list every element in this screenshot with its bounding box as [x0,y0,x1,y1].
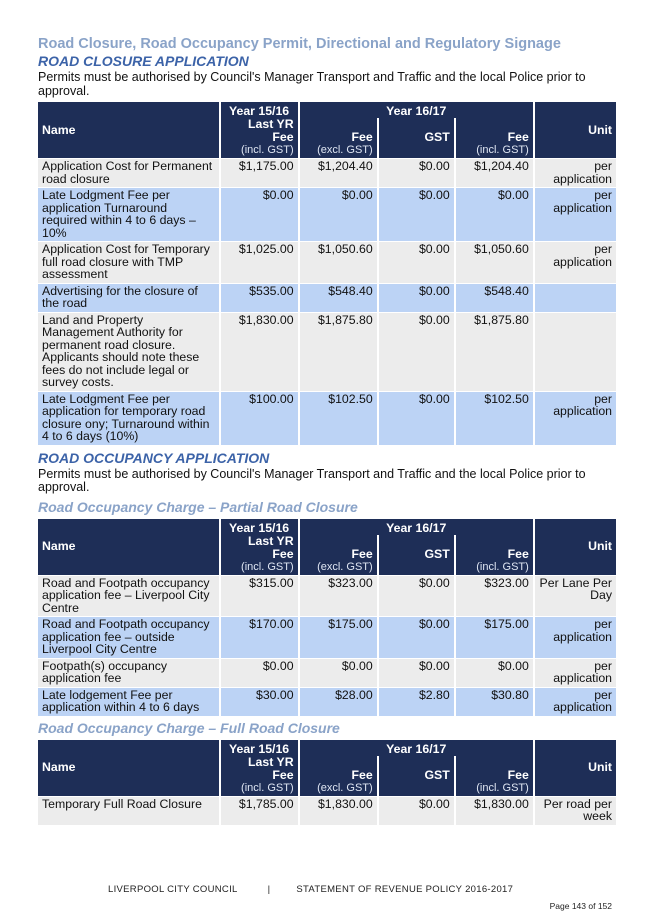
table-row [38,187,616,241]
cell-gst: $0.00 [379,241,454,283]
page-title: Road Closure, Road Occupancy Permit, Directional and Regulatory Signage [38,36,561,52]
cell-name: Road and Footpath occupancy application fee – outside Liverpool City Centre [38,616,219,658]
cell-unit: per application [535,658,616,687]
subsection-partial-closure: Road Occupancy Charge – Partial Road Closure [38,498,358,515]
cell-last-year-fee: $1,830.00 [221,312,298,391]
cell-name: Temporary Full Road Closure [38,796,219,825]
section-title-road-closure: ROAD CLOSURE APPLICATION [38,53,249,69]
table-header [38,740,616,796]
cell-fee-excl-gst: $102.50 [300,391,377,445]
section-title-road-occupancy: ROAD OCCUPANCY APPLICATION [38,449,270,466]
cell-unit [535,312,616,391]
col-fee-excl: Fee (excl. GST) [300,118,377,158]
cell-fee-excl-gst: $1,050.60 [300,241,377,283]
cell-name: Application Cost for Permanent road closure [38,158,219,187]
cell-last-year-fee: $1,785.00 [221,796,298,825]
page-number: Page 143 of 152 [549,901,612,911]
col-name: Name [38,740,219,796]
col-fee-incl: Fee (incl. GST) [456,118,533,158]
cell-last-year-fee: $315.00 [221,575,298,617]
table-header [38,102,616,158]
table-header [38,519,616,575]
road-closure-table [36,102,618,445]
cell-fee-incl-gst: $30.80 [456,687,533,716]
col-fee-incl: Fee (incl. GST) [456,756,533,796]
cell-gst: $0.00 [379,187,454,241]
table-row [38,391,616,445]
cell-unit: per application [535,391,616,445]
cell-name: Footpath(s) occupancy application fee [38,658,219,687]
full-closure-table [36,740,618,825]
cell-last-year-fee: $30.00 [221,687,298,716]
col-unit: Unit [535,519,616,575]
cell-fee-incl-gst: $0.00 [456,658,533,687]
cell-fee-excl-gst: $175.00 [300,616,377,658]
cell-gst: $0.00 [379,658,454,687]
cell-fee-excl-gst: $0.00 [300,187,377,241]
col-fee-excl: Fee (excl. GST) [300,535,377,575]
footer-separator: | [267,884,271,895]
road-occupancy-note: Permits must be authorised by Council's Manager Transport and Traffic and the local Police prior to approval. [38,466,586,494]
cell-unit: per application [535,158,616,187]
col-gst: GST [379,118,454,158]
cell-unit: per application [535,616,616,658]
col-year1: Year 15/16 [221,740,298,756]
partial-closure-table [36,519,618,716]
cell-name: Land and Property Management Authority for permanent road closure. Applicants should note these fees do not include legal or survey costs. [38,312,219,391]
col-year2: Year 16/17 [300,102,533,118]
cell-fee-incl-gst: $175.00 [456,616,533,658]
col-fee-incl: Fee (incl. GST) [456,535,533,575]
cell-last-year-fee: $535.00 [221,283,298,312]
cell-unit: per application [535,687,616,716]
road-closure-note: Permits must be authorised by Council's Manager Transport and Traffic and the local Police prior to approval. [38,70,586,98]
cell-unit: Per Lane Per Day [535,575,616,617]
table-row [38,687,616,716]
cell-gst: $0.00 [379,283,454,312]
cell-fee-incl-gst: $1,875.80 [456,312,533,391]
cell-gst: $0.00 [379,575,454,617]
col-last-fee: Last YR Fee (incl. GST) [221,756,298,796]
table-row [38,158,616,187]
cell-fee-excl-gst: $1,875.80 [300,312,377,391]
cell-gst: $0.00 [379,796,454,825]
cell-fee-excl-gst: $323.00 [300,575,377,617]
col-year2: Year 16/17 [300,519,533,535]
cell-fee-excl-gst: $28.00 [300,687,377,716]
col-year2: Year 16/17 [300,740,533,756]
cell-name: Late Lodgment Fee per application Turnaround required within 4 to 6 days – 10% [38,187,219,241]
table-row [38,616,616,658]
table-row [38,796,616,825]
col-last-fee: Last YR Fee (incl. GST) [221,535,298,575]
col-unit: Unit [535,102,616,158]
table-row [38,283,616,312]
cell-fee-incl-gst: $102.50 [456,391,533,445]
cell-fee-incl-gst: $1,050.60 [456,241,533,283]
cell-fee-incl-gst: $1,204.40 [456,158,533,187]
col-unit: Unit [535,740,616,796]
document-page [38,36,616,825]
cell-last-year-fee: $100.00 [221,391,298,445]
cell-name: Late Lodgment Fee per application for temporary road closure ony; Turnaround within 4 to 6 days (10%) [38,391,219,445]
col-name: Name [38,102,219,158]
cell-fee-excl-gst: $548.40 [300,283,377,312]
cell-gst: $0.00 [379,312,454,391]
cell-last-year-fee: $1,175.00 [221,158,298,187]
cell-unit: per application [535,187,616,241]
cell-unit [535,283,616,312]
table-row [38,312,616,391]
cell-last-year-fee: $0.00 [221,658,298,687]
cell-last-year-fee: $0.00 [221,187,298,241]
cell-gst: $0.00 [379,391,454,445]
col-last-fee: Last YR Fee (incl. GST) [221,118,298,158]
col-year1: Year 15/16 [221,519,298,535]
cell-gst: $0.00 [379,616,454,658]
cell-fee-excl-gst: $1,204.40 [300,158,377,187]
col-year1: Year 15/16 [221,102,298,118]
footer-statement: STATEMENT OF REVENUE POLICY 2016-2017 [296,884,514,895]
cell-fee-excl-gst: $0.00 [300,658,377,687]
col-name: Name [38,519,219,575]
col-fee-excl: Fee (excl. GST) [300,756,377,796]
cell-gst: $0.00 [379,158,454,187]
cell-fee-incl-gst: $0.00 [456,187,533,241]
cell-fee-incl-gst: $323.00 [456,575,533,617]
cell-last-year-fee: $1,025.00 [221,241,298,283]
cell-fee-incl-gst: $1,830.00 [456,796,533,825]
footer-council: LIVERPOOL CITY COUNCIL [108,884,238,895]
cell-name: Road and Footpath occupancy application fee – Liverpool City Centre [38,575,219,617]
col-gst: GST [379,535,454,575]
cell-fee-incl-gst: $548.40 [456,283,533,312]
cell-unit: per application [535,241,616,283]
cell-fee-excl-gst: $1,830.00 [300,796,377,825]
page-footer [108,884,513,895]
table-row [38,241,616,283]
cell-name: Late lodgement Fee per application within 4 to 6 days [38,687,219,716]
table-row [38,658,616,687]
cell-last-year-fee: $170.00 [221,616,298,658]
cell-name: Application Cost for Temporary full road closure with TMP assessment [38,241,219,283]
cell-unit: Per road per week [535,796,616,825]
subsection-full-closure: Road Occupancy Charge – Full Road Closure [38,719,340,736]
col-gst: GST [379,756,454,796]
table-row [38,575,616,617]
cell-name: Advertising for the closure of the road [38,283,219,312]
cell-gst: $2.80 [379,687,454,716]
